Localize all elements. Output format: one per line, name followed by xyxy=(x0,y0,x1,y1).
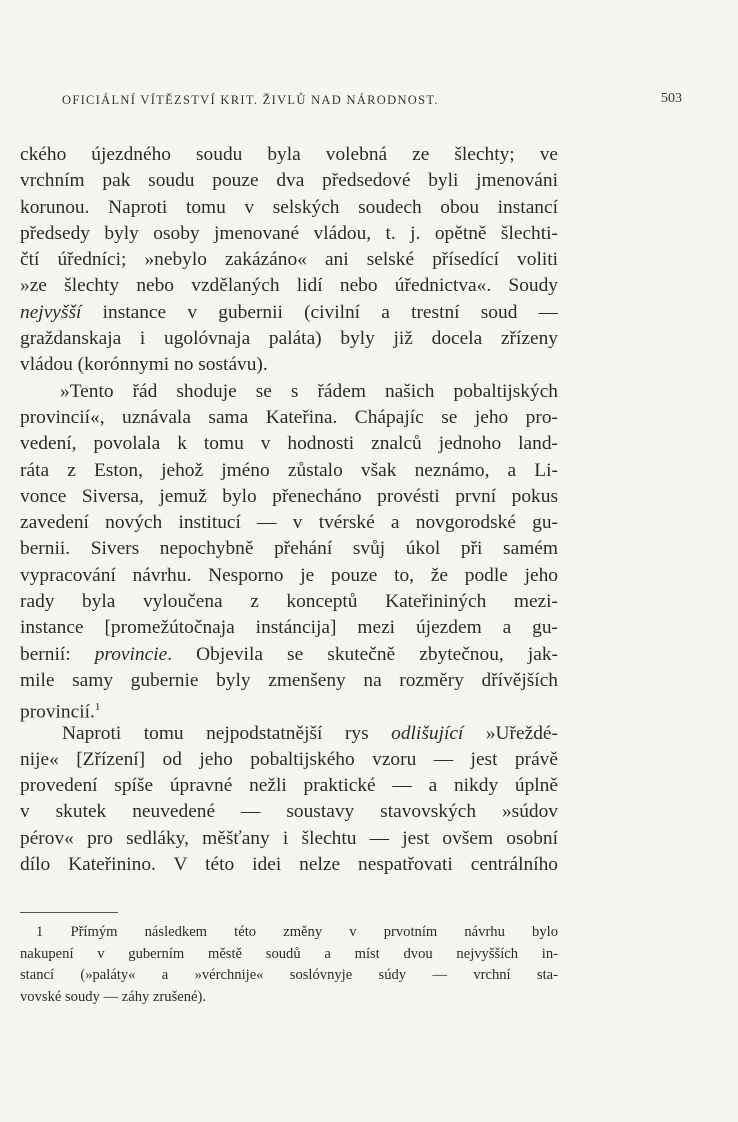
text-line: bernií: provincie. Objevila se skutečně zbytečnou, jak- xyxy=(20,643,558,665)
text-line: vonce Siversa, jemuž bylo přenecháno provésti první pokus xyxy=(20,485,558,507)
text-line: vedení, povolala k tomu v hodnosti znalců jednoho land- xyxy=(20,433,558,455)
text-line: »ze šlechty nebo vzdělaných lidí nebo úřednictva«. Soudy xyxy=(20,275,558,297)
text-line: instance [promežútočnaja instáncija] mezi újezdem a gu- xyxy=(20,617,558,639)
text-line: nejvyšší instance v gubernii (civilní a trestní soud — xyxy=(20,301,558,323)
text-line: »Tento řád shoduje se s řádem našich pobaltijských xyxy=(60,380,558,402)
text-line: provincií.$^1$ xyxy=(20,701,101,723)
footnote xyxy=(20,922,558,1008)
text-line: čtí úředníci; »nebylo zakázáno« ani selské přísedící voliti xyxy=(20,249,558,271)
body-text xyxy=(20,142,558,878)
text-line: vypracování návrhu. Nesporno je pouze to, že podle jeho xyxy=(20,564,558,586)
italic-term: nejvyšší xyxy=(20,301,82,323)
text-line: Naproti tomu nejpodstatnější rys odlišující »Uřeždé- xyxy=(62,722,558,744)
text-line: provedení spíše úpravné nežli praktické — a nikdy úplně xyxy=(20,775,558,797)
running-header xyxy=(62,93,682,108)
text-line: předsedy byly osoby jmenované vládou, t. j. opětně šlechti- xyxy=(20,222,558,244)
footnote-reference: 1 xyxy=(94,701,101,714)
footnote-line: 1 Přímým následkem této změny v prvotním návrhu bylo xyxy=(36,924,558,940)
text-line: rady byla vyloučena z konceptů Kateřininých mezi- xyxy=(20,591,558,613)
text-line: nije« [Zřízení] od jeho pobaltijského vzoru — jest právě xyxy=(20,748,558,770)
text-line: vrchním pak soudu pouze dva předsedové byli jmenováni xyxy=(20,170,558,192)
text-line: provincií«, uznávala sama Kateřina. Chápajíc se jeho pro- xyxy=(20,406,558,428)
running-title: OFICIÁLNÍ VÍTĚZSTVÍ KRIT. ŽIVLŮ NAD NÁRODNOST. xyxy=(62,93,439,107)
footnote-line: nakupení v guberním městě soudů a míst dvou nejvyšších in- xyxy=(20,945,558,962)
footnote-line: vovské soudy — záhy zrušené). xyxy=(20,988,207,1005)
text-line: dílo Kateřinino. V této idei nelze nespatřovati centrálního xyxy=(20,854,558,876)
text-line: mile samy gubernie byly zmenšeny na rozměry dřívějších xyxy=(20,669,558,691)
italic-term: odlišující xyxy=(391,722,464,744)
text-line: pérov« pro sedláky, měšťany i šlechtu — jest ovšem osobní xyxy=(20,827,558,849)
italic-term: provincie xyxy=(94,643,168,665)
text-line: vládou (korónnymi no sostávu). xyxy=(20,354,268,376)
text-line: ráta z Eston, jehož jméno zůstalo však neznámo, a Li- xyxy=(20,459,558,481)
page-number: 503 xyxy=(661,91,682,106)
text-line: ckého újezdného soudu byla volebná ze šlechty; ve xyxy=(20,144,558,165)
footnote-divider xyxy=(20,912,118,913)
text-line: zavedení nových institucí — v tvérské a novgorodské gu- xyxy=(20,512,558,534)
text-line: bernii. Sivers nepochybně přehání svůj úkol při samém xyxy=(20,538,558,560)
text-line: korunou. Naproti tomu v selských soudech obou instancí xyxy=(20,196,558,218)
text-line: v skutek neuvedené — soustavy stavovských »súdov xyxy=(20,801,558,823)
footnote-line: stancí (»paláty« a »vérchnije« soslóvnyje súdy — vrchní sta- xyxy=(20,967,558,983)
text-line: graždanskaja i ugolóvnaja paláta) byly již docela zřízeny xyxy=(20,328,558,350)
